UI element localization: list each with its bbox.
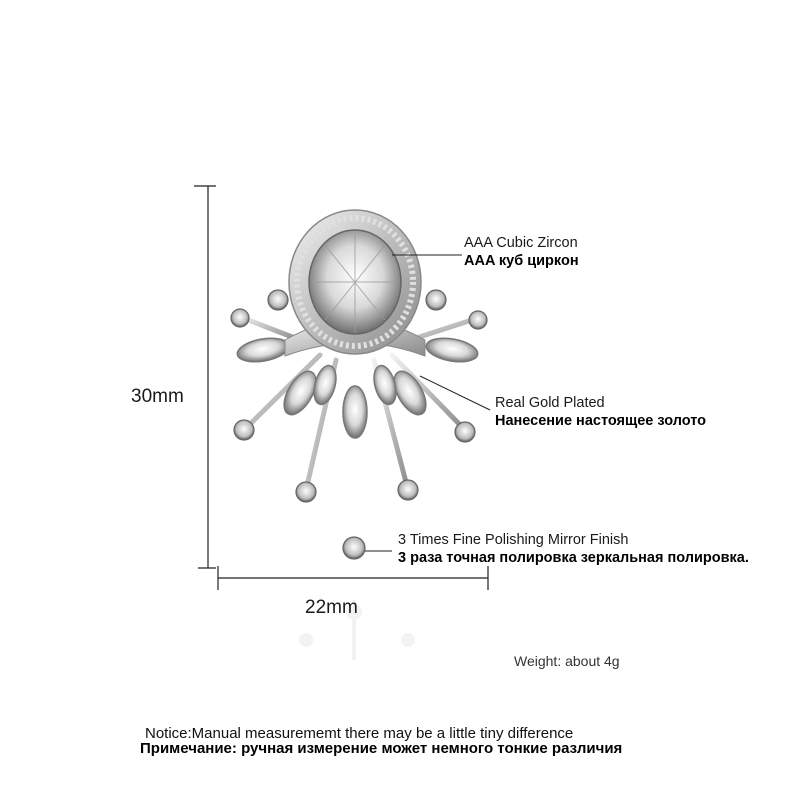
stone-label-en: AAA Cubic Zircon <box>464 235 578 251</box>
width-label: 22mm <box>305 597 358 618</box>
stone-label-ru: AAA куб циркон <box>464 253 579 269</box>
plating-label-en: Real Gold Plated <box>495 395 605 411</box>
height-label: 30mm <box>131 386 184 407</box>
polish-label-en: 3 Times Fine Polishing Mirror Finish <box>398 532 629 548</box>
plating-label-ru: Нанесение настоящее золото <box>495 413 707 429</box>
notice-en: Notice:Manual measurememt there may be a little tiny difference <box>145 725 574 742</box>
width-dimension-line <box>218 566 488 590</box>
weight-label: Weight: about 4g <box>514 653 620 669</box>
height-dimension-line <box>194 186 216 568</box>
polish-label-ru: 3 раза точная полировка зеркальная полировка. <box>398 550 749 566</box>
notice-ru: Примечание: ручная измерение может немного тонкие различия <box>140 740 623 757</box>
